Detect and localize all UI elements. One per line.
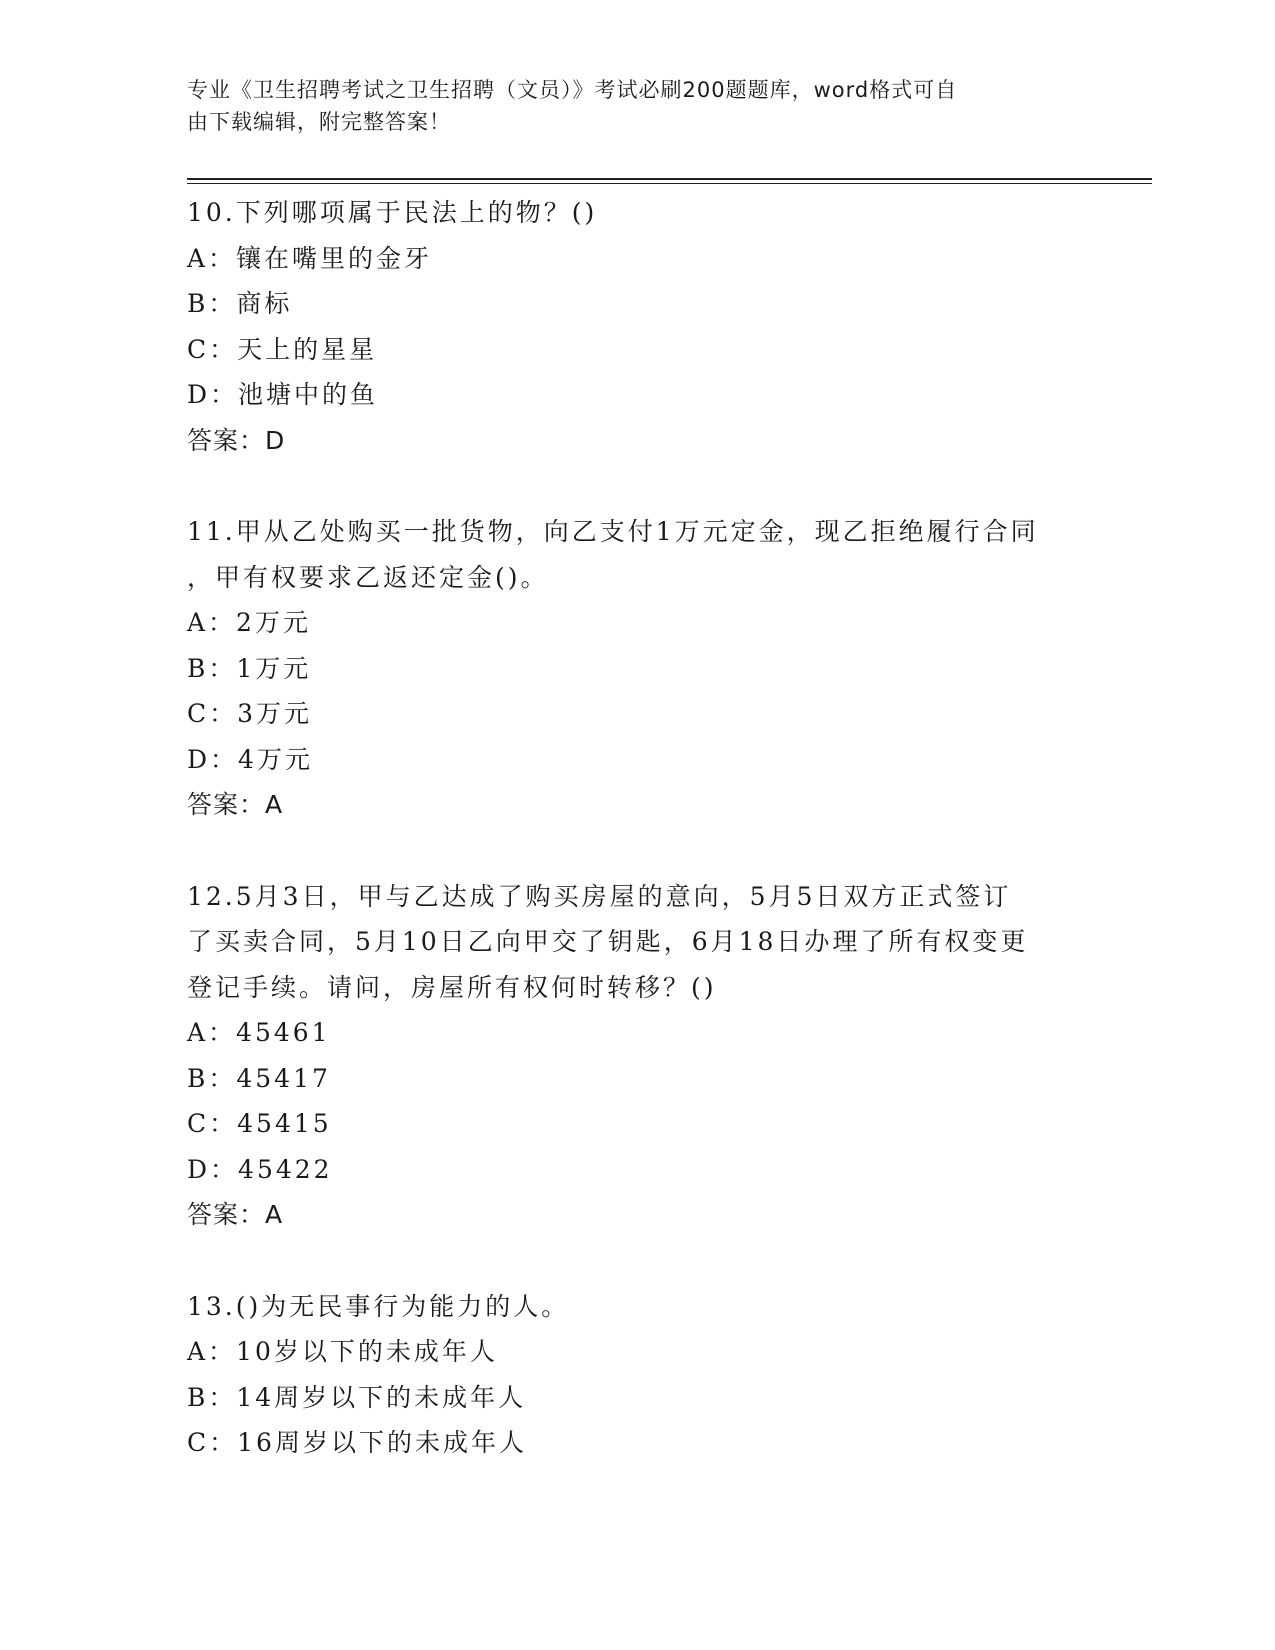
option-a: A：10岁以下的未成年人	[187, 1337, 498, 1366]
document-header	[187, 74, 1087, 138]
question-item	[187, 1284, 1087, 1466]
option-c: C：3万元	[187, 699, 313, 728]
header-line-1: 专业《卫生招聘考试之卫生招聘（文员）》考试必刷200题题库，word格式可自	[187, 78, 958, 102]
question-item	[187, 874, 1087, 1238]
question-text: 10.下列哪项属于民法上的物？()	[187, 198, 598, 227]
option-a: A：2万元	[187, 608, 311, 637]
option-a: A：45461	[187, 1018, 331, 1047]
header-line-2: 由下载编辑，附完整答案！	[187, 110, 451, 134]
answer-line: 答案：D	[187, 425, 286, 455]
option-a: A：镶在嘴里的金牙	[187, 243, 433, 273]
question-item	[187, 190, 1087, 463]
question-text: 11.甲从乙处购买一批货物，向乙支付1万元定金，现乙拒绝履行合同	[187, 517, 1039, 546]
question-item	[187, 509, 1087, 828]
question-text-continued: 了买卖合同，5月10日乙向甲交了钥匙，6月18日办理了所有权变更	[187, 927, 1029, 956]
header-divider-thin	[187, 183, 1152, 184]
option-d: D：4万元	[187, 744, 313, 774]
header-divider	[187, 178, 1152, 180]
option-c: C：天上的星星	[187, 334, 378, 364]
option-b: B：45417	[187, 1063, 331, 1093]
question-text: 12.5月3日，甲与乙达成了购买房屋的意向，5月5日双方正式签订	[187, 881, 1012, 911]
answer-line: 答案：A	[187, 1200, 284, 1229]
option-d: D：池塘中的鱼	[187, 380, 379, 409]
answer-line: 答案：A	[187, 790, 284, 819]
option-b: B：14周岁以下的未成年人	[187, 1382, 527, 1412]
question-text-continued: ，甲有权要求乙返还定金()。	[187, 562, 549, 592]
question-list	[187, 190, 1087, 1512]
question-text: 13.()为无民事行为能力的人。	[187, 1291, 570, 1321]
option-c: C：16周岁以下的未成年人	[187, 1428, 527, 1457]
question-text-continued: 登记手续。请问，房屋所有权何时转移？()	[187, 972, 717, 1002]
option-b: B：商标	[187, 289, 293, 318]
option-d: D：45422	[187, 1154, 333, 1184]
option-c: C：45415	[187, 1109, 332, 1138]
option-b: B：1万元	[187, 653, 312, 683]
